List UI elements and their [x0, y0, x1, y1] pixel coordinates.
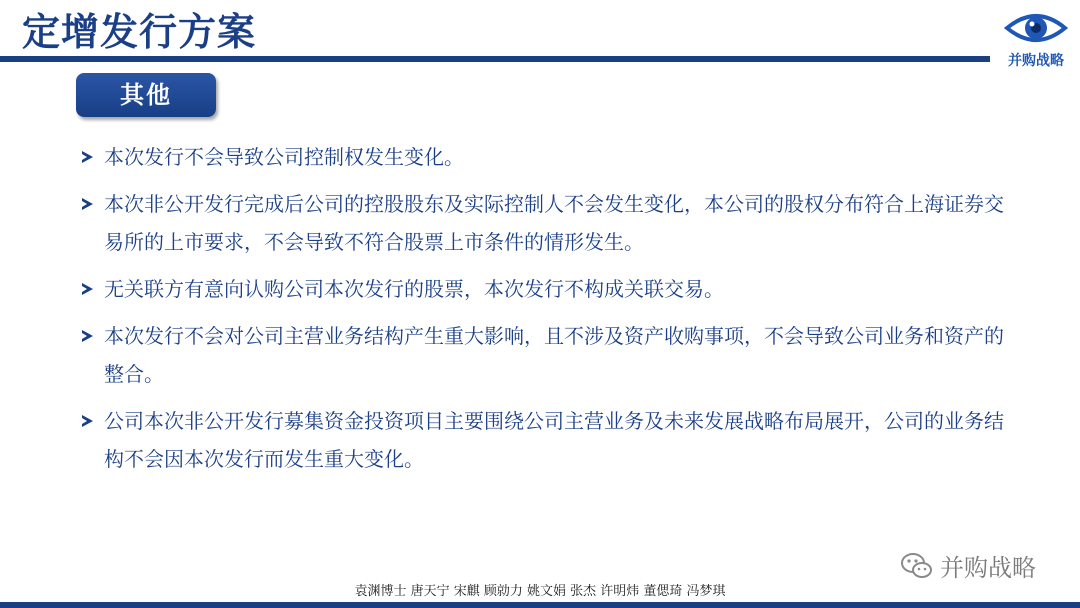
- brand-logo: [1000, 8, 1072, 70]
- bullet-text: 无关联方有意向认购公司本次发行的股票，本次发行不构成关联交易。: [104, 277, 724, 301]
- arrow-bullet-icon: [82, 330, 93, 342]
- title-underline: [0, 56, 990, 62]
- list-item: [78, 270, 1008, 308]
- bullet-text: 本次发行不会对公司主营业务结构产生重大影响，且不涉及资产收购事项，不会导致公司业务和资产的整合。: [104, 324, 1004, 386]
- footer-rule: [0, 602, 1080, 608]
- arrow-bullet-icon: [82, 415, 93, 427]
- arrow-bullet-icon: [82, 151, 93, 163]
- list-item: [78, 138, 1008, 176]
- arrow-bullet-icon: [82, 198, 93, 210]
- watermark-text: 并购战略: [940, 554, 1036, 582]
- bullet-text: 公司本次非公开发行募集资金投资项目主要围绕公司主营业务及未来发展战略布局展开，公司的业务结构不会因本次发行而发生重大变化。: [104, 409, 1004, 471]
- section-tab-other: 其他: [76, 73, 216, 117]
- list-item: [78, 402, 1008, 478]
- footer-authors: 袁渊博士 唐天宁 宋麒 顾勍力 姚文娟 张杰 许明炜 董偲琦 冯梦琪: [354, 584, 726, 599]
- arrow-bullet-icon: [82, 283, 93, 295]
- logo-text: 并购战略: [1008, 53, 1064, 69]
- list-item: [78, 185, 1008, 261]
- bullet-list: [78, 138, 1008, 487]
- list-item: [78, 317, 1008, 393]
- wechat-watermark: [900, 548, 1036, 583]
- wechat-icon: [900, 551, 934, 581]
- bullet-text: 本次非公开发行完成后公司的控股股东及实际控制人不会发生变化，本公司的股权分布符合上海证券交易所的上市要求，不会导致不符合股票上市条件的情形发生。: [104, 192, 1004, 254]
- eye-icon: [1003, 8, 1069, 48]
- bullet-text: 本次发行不会导致公司控制权发生变化。: [104, 145, 464, 169]
- page-title: 定增发行方案: [22, 10, 257, 54]
